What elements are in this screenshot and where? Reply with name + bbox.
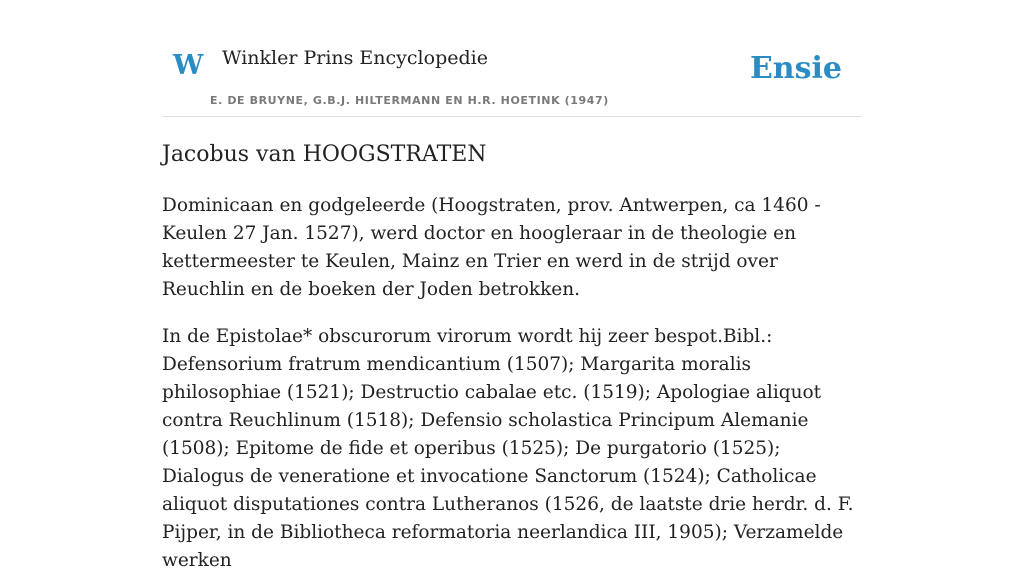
article-paragraph: In de Epistolae* obscurorum virorum wordt hij zeer bespot.Bibl.: Defensorium fratrum mendicantium (1507); Margarita moralis philosophiae (1521); Destructio cabalae etc. (1519); Apologiae aliquot contra Reuchlinum (1518); Defensio scholastica Principum Alemanie (1508); Epitome de fide et operibus (1525); De purgatorio (1525); Dialogus de veneratione et invocatione Sanctorum (1524); Catholicae aliquot disputationes contra Lutheranos (1526, de laatste drie herdr. d. F. Pijper, in de Bibliotheca reformatoria neerlandica III, 1905); Verzamelde werken — [162, 326, 854, 571]
publication-title[interactable]: Winkler Prins Encyclopedie — [222, 47, 488, 69]
brand-logo[interactable]: Ensie — [749, 51, 842, 86]
article-paragraph: Dominicaan en godgeleerde (Hoogstraten, prov. Antwerpen, ca 1460 - Keulen 27 Jan. 1527), werd doctor en hoogleraar in de theologie en kettermeester te Keulen, Mainz en Trier en werd in de strijd over Reuchlin en de boeken der Joden betrokken. — [162, 195, 821, 300]
logo-w[interactable]: W — [173, 50, 204, 81]
article — [162, 140, 862, 575]
article-title: Jacobus van HOOGSTRATEN — [162, 142, 487, 167]
publication-authors: E. DE BRUYNE, G.B.J. HILTERMANN EN H.R. HOETINK (1947) — [210, 94, 609, 107]
site-header — [162, 0, 862, 117]
